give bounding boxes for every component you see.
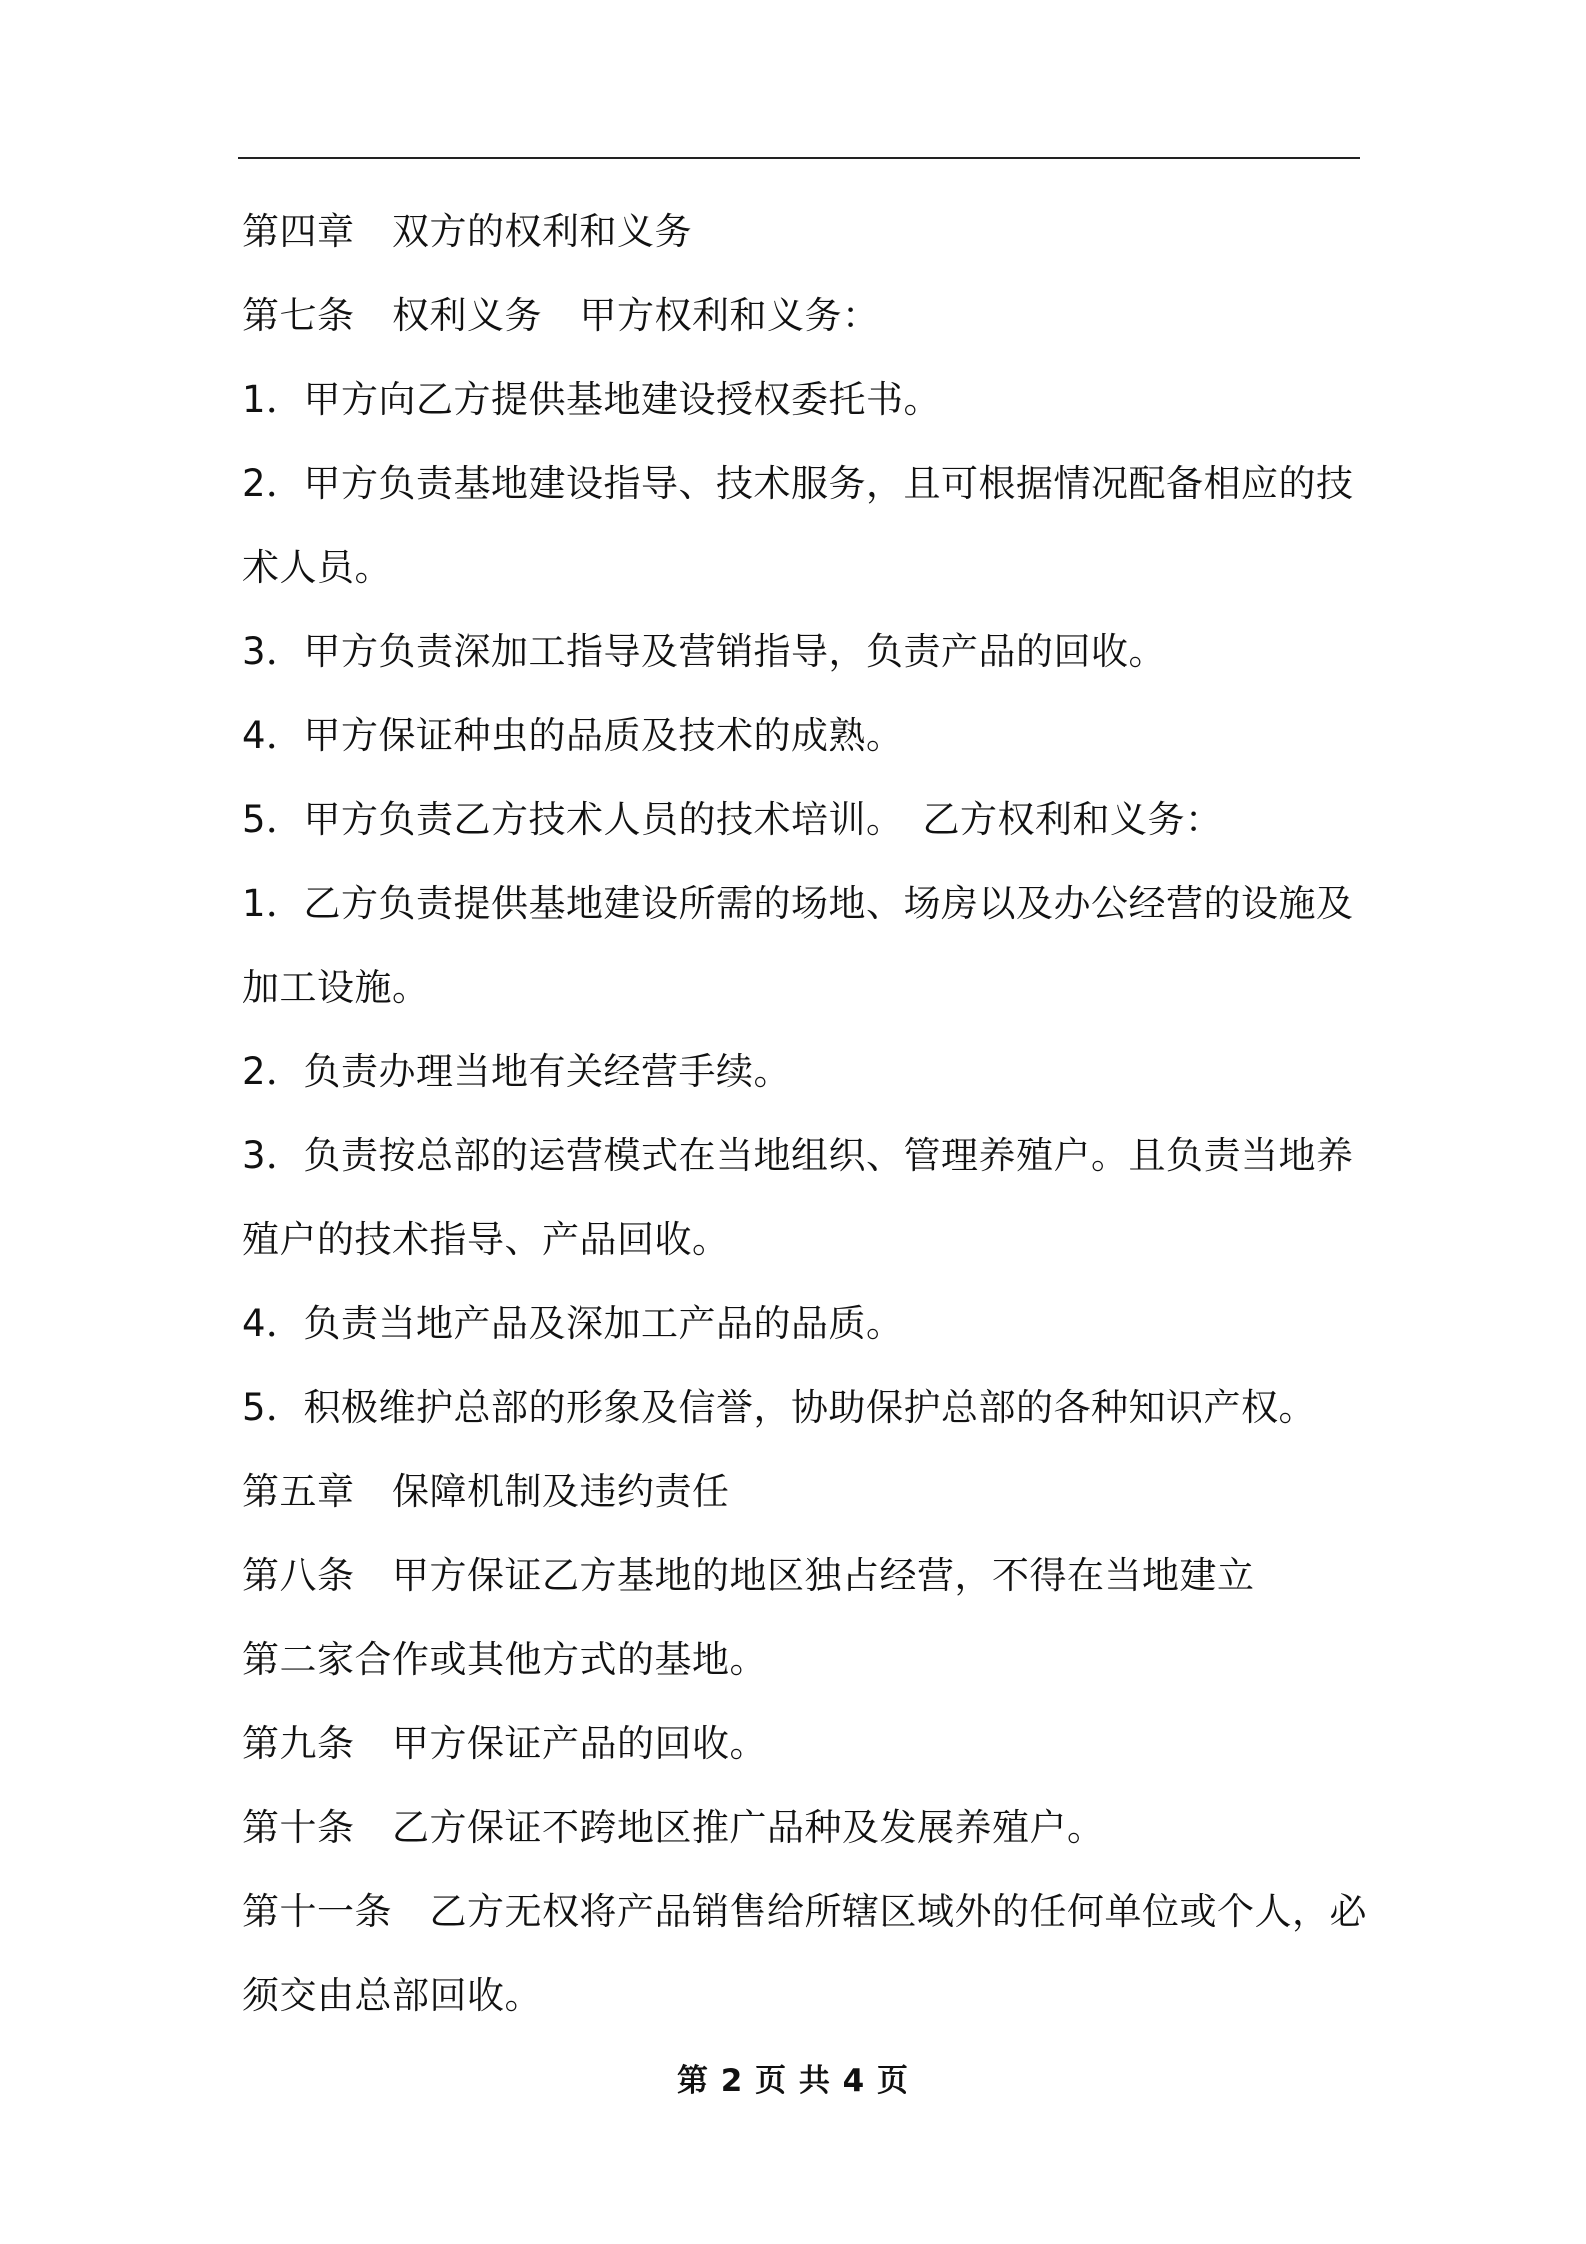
party-a-item-4: 4．甲方保证种虫的品质及技术的成熟。: [242, 714, 904, 757]
party-a-item-5: 5．甲方负责乙方技术人员的技术培训。 乙方权利和义务：: [242, 798, 1223, 841]
article-10: 第十条 乙方保证不跨地区推广品种及发展养殖户。: [242, 1806, 1105, 1849]
page-number-footer: 第 2 页 共 4 页: [676, 2063, 910, 2099]
party-b-item-3-cont: 殖户的技术指导、产品回收。: [242, 1218, 730, 1261]
party-b-item-3: 3．负责按总部的运营模式在当地组织、管理养殖户。且负责当地养: [242, 1134, 1354, 1177]
article-7-heading: 第七条 权利义务 甲方权利和义务：: [242, 294, 880, 337]
party-a-item-2: 2．甲方负责基地建设指导、技术服务，且可根据情况配备相应的技: [242, 462, 1354, 505]
article-8: 第八条 甲方保证乙方基地的地区独占经营，不得在当地建立: [242, 1554, 1255, 1597]
party-b-item-1-cont: 加工设施。: [242, 966, 430, 1009]
chapter-5-heading: 第五章 保障机制及违约责任: [242, 1470, 730, 1513]
party-b-item-4: 4．负责当地产品及深加工产品的品质。: [242, 1302, 904, 1345]
article-11: 第十一条 乙方无权将产品销售给所辖区域外的任何单位或个人，必: [242, 1890, 1367, 1933]
document-body: [242, 190, 1367, 2038]
party-a-item-1: 1．甲方向乙方提供基地建设授权委托书。: [242, 378, 942, 421]
article-8-cont: 第二家合作或其他方式的基地。: [242, 1638, 767, 1681]
party-b-item-2: 2．负责办理当地有关经营手续。: [242, 1050, 792, 1093]
party-b-item-5: 5．积极维护总部的形象及信誉，协助保护总部的各种知识产权。: [242, 1386, 1317, 1429]
article-11-cont: 须交由总部回收。: [242, 1974, 542, 2017]
party-a-item-2-cont: 术人员。: [242, 546, 392, 589]
party-b-item-1: 1．乙方负责提供基地建设所需的场地、场房以及办公经营的设施及: [242, 882, 1354, 925]
header-rule: [238, 157, 1360, 159]
article-9: 第九条 甲方保证产品的回收。: [242, 1722, 767, 1765]
chapter-4-heading: 第四章 双方的权利和义务: [242, 210, 692, 253]
party-a-item-3: 3．甲方负责深加工指导及营销指导，负责产品的回收。: [242, 630, 1167, 673]
